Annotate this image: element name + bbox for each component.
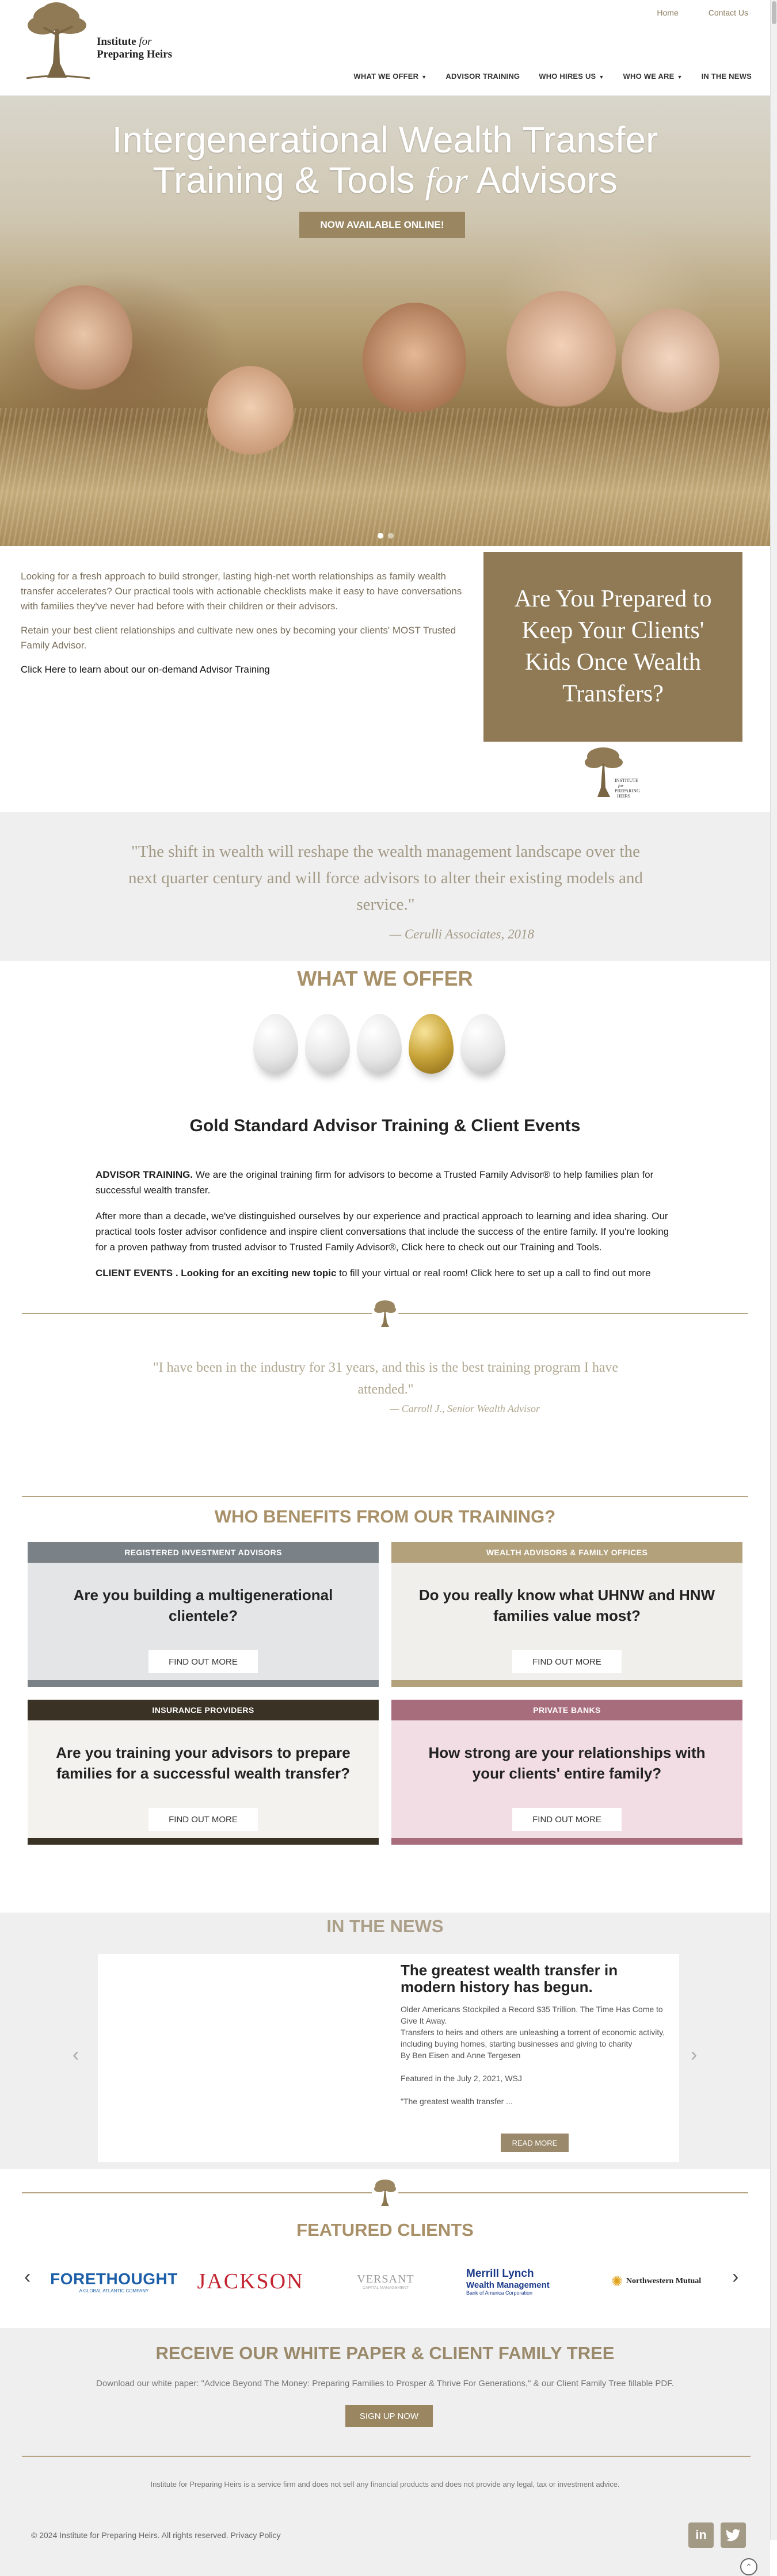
section-title: FEATURED CLIENTS (296, 2220, 474, 2240)
slider-dots (378, 533, 394, 539)
nav-item-what-we-offer[interactable]: WHAT WE OFFER ▼ (353, 72, 427, 81)
read-more-button[interactable]: READ MORE (501, 2134, 569, 2152)
featured-clients-section (0, 2169, 770, 2328)
card-footer (28, 1680, 379, 1687)
scrollbar-thumb[interactable] (772, 1, 776, 24)
white-egg (357, 1014, 402, 1074)
benefit-card (28, 1542, 379, 1687)
quote-source: — Cerulli Associates, 2018 (389, 927, 534, 941)
find-out-more-button[interactable]: FIND OUT MORE (512, 1650, 622, 1673)
news-card (98, 1954, 679, 2162)
news-line: Featured in the July 2, 2021, WSJ (401, 2074, 522, 2083)
hero-photo-person (622, 308, 719, 418)
who-benefits-section (0, 1502, 770, 1913)
nav-item-advisor-training[interactable]: ADVISOR TRAINING (445, 72, 520, 81)
quote-text: "The shift in wealth will reshape the wealth management landscape over the next quarter century and will force advisors to alter their existing models and service." (128, 842, 643, 914)
back-to-top-button[interactable] (740, 2558, 757, 2575)
client-logo-forethought[interactable]: FORETHOUGHT A GLOBAL ATLANTIC COMPANY (50, 2269, 178, 2293)
home-link[interactable]: Home (657, 8, 679, 17)
tree-icon (372, 1298, 398, 1328)
card-question: Are you building a multigenerational clientele? (73, 1586, 333, 1624)
card-header: WEALTH ADVISORS & FAMILY OFFICES (391, 1542, 742, 1563)
white-paper-section (0, 2328, 770, 2576)
chevron-up-icon: ⌃ (745, 2562, 752, 2571)
chevron-left-icon[interactable]: ‹ (24, 2266, 31, 2288)
white-egg (305, 1014, 350, 1074)
news-line: Older Americans Stockpiled a Record $35 Trillion. The Time Has Come to Give It Away. (401, 2005, 663, 2025)
hero-title: Intergenerational Wealth Transfer Training & Tools for Advisors (112, 119, 658, 201)
section-title: WHO BENEFITS FROM OUR TRAINING? (214, 1506, 556, 1526)
news-line: Transfers to heirs and others are unleashing a torrent of economic activity, including buying homes, starting businesses and giving to charity (401, 2028, 665, 2048)
card-header: PRIVATE BANKS (391, 1700, 742, 1720)
white-egg (253, 1014, 298, 1074)
hero-photo-grass (0, 408, 770, 546)
news-line: "The greatest wealth transfer ... (401, 2097, 513, 2106)
intro-paragraph: Looking for a fresh approach to build stronger, lasting high-net worth relationships as family wealth transfer accelerates? Our practical tools with actionable checklists make it easy to have conversations with families they've never had before with their children or their advisors. (21, 571, 462, 612)
client-logo-merrill-lynch[interactable]: Merrill Lynch Wealth Management Bank of America Corporation (466, 2267, 550, 2296)
hero-banner (0, 96, 770, 546)
divider (22, 1496, 748, 1497)
chevron-down-icon: ▼ (421, 74, 427, 80)
client-logo-versant[interactable]: VERSANT CAPITAL MANAGEMENT (357, 2273, 414, 2290)
benefit-card (391, 1700, 742, 1845)
quote-band (0, 812, 770, 961)
main-nav (353, 72, 752, 81)
svg-text:INSTITUTE: INSTITUTE (615, 778, 638, 783)
card-footer (391, 1680, 742, 1687)
intro-paragraph: Retain your best client relationships and cultivate new ones by becoming your clients' MOST Trusted Family Advisor. (21, 625, 456, 651)
card-question: Do you really know what UHNW and HNW families value most? (418, 1586, 715, 1624)
chevron-right-icon[interactable]: › (732, 2266, 739, 2288)
in-the-news-section (0, 1913, 770, 2169)
hero-photo-person (207, 366, 294, 458)
card-footer (28, 1838, 379, 1845)
chevron-down-icon: ▼ (677, 74, 683, 80)
news-headline: The greatest wealth transfer in modern history has begun. (401, 1961, 618, 1995)
linkedin-icon[interactable]: in (688, 2522, 714, 2548)
site-logo[interactable] (21, 0, 193, 83)
site-header (0, 0, 770, 96)
chevron-right-icon[interactable]: › (691, 2044, 698, 2066)
northwestern-mark-icon: ✺ (611, 2273, 623, 2289)
card-question: Are you training your advisors to prepare families for a successful wealth transfer? (56, 1744, 351, 1782)
offer-paragraph[interactable]: After more than a decade, we've distinguished ourselves by our experience and practical approach to learning and idea sharing. Our practical tools foster advisor confidence and inspire client conversations that include the success of the entire family. If you're looking for a proven pathway from trusted advisor to Trusted Family Advisor®, Click here to check out our Training and Tools. (96, 1211, 669, 1253)
news-line: By Ben Eisen and Anne Tergesen (401, 2051, 521, 2060)
hero-photo-person (363, 303, 466, 418)
svg-text:for: for (618, 783, 624, 788)
white-egg (460, 1014, 505, 1074)
small-logo-icon (580, 742, 649, 800)
hero-photo-person (506, 291, 616, 412)
card-question: How strong are your relationships with your clients' entire family? (428, 1744, 706, 1782)
gold-egg (409, 1014, 454, 1074)
find-out-more-button[interactable]: FIND OUT MORE (148, 1650, 258, 1673)
benefit-card (28, 1700, 379, 1845)
news-line (401, 2061, 665, 2073)
eggs-image (253, 1014, 506, 1083)
tree-icon (372, 2177, 398, 2207)
twitter-icon[interactable] (721, 2522, 746, 2548)
find-out-more-button[interactable]: FIND OUT MORE (512, 1808, 622, 1831)
nav-item-who-we-are[interactable]: WHO WE ARE ▼ (623, 72, 683, 81)
divider (22, 2456, 751, 2457)
svg-text:PREPARING: PREPARING (615, 788, 640, 793)
testimonial-quote: "I have been in the industry for 31 years, and this is the best training program I have attended." (153, 1360, 619, 1397)
news-line (401, 2084, 665, 2096)
client-logo-northwestern-mutual[interactable]: ✺ Northwestern Mutual (611, 2273, 702, 2289)
contact-link[interactable]: Contact Us (708, 8, 748, 17)
advisor-training-link[interactable]: Click Here to learn about our on-demand Advisor Training (21, 664, 270, 675)
testimonial-source: — Carroll J., Senior Wealth Advisor (390, 1403, 540, 1414)
what-we-offer-section (0, 961, 770, 1502)
section-title: IN THE NEWS (326, 1916, 444, 1936)
intro-text (21, 569, 475, 686)
chevron-down-icon: ▼ (599, 74, 604, 80)
prepared-callout: Are You Prepared to Keep Your Clients' Kids Once Wealth Transfers? (483, 552, 742, 742)
slider-dot[interactable] (378, 533, 383, 539)
offer-body (96, 1167, 671, 1291)
intro-section (0, 546, 770, 812)
section-title: RECEIVE OUR WHITE PAPER & CLIENT FAMILY TREE (155, 2343, 615, 2363)
offer-paragraph[interactable]: CLIENT EVENTS . Looking for an exciting new topic to fill your virtual or real room! Click here to set up a call to find out more (96, 1268, 651, 1279)
hero-photo-person (35, 285, 132, 395)
news-body (401, 2003, 665, 2107)
tree-icon (21, 0, 96, 83)
client-logo-jackson[interactable]: JACKSON (197, 2269, 304, 2293)
nav-item-who-hires-us[interactable]: WHO HIRES US ▼ (539, 72, 604, 81)
disclaimer: Institute for Preparing Heirs is a service firm and does not sell any financial products and does not provide any legal, tax or investment advice. (150, 2480, 620, 2489)
white-paper-description: Download our white paper: "Advice Beyond The Money: Preparing Families to Prosper & Thrive For Generations," & our Client Family Tree fillable PDF. (96, 2379, 674, 2388)
section-title: WHAT WE OFFER (297, 967, 473, 990)
card-footer (391, 1838, 742, 1845)
offer-paragraph: ADVISOR TRAINING. We are the original training firm for advisors to become a Trusted Family Advisor® to help families plan for successful wealth transfer. (96, 1169, 654, 1196)
offer-subtitle: Gold Standard Advisor Training & Client Events (189, 1116, 581, 1135)
now-available-button[interactable]: NOW AVAILABLE ONLINE! (299, 212, 465, 238)
top-links (657, 8, 748, 17)
scrollbar[interactable] (770, 0, 777, 2540)
logo-text: Institute for Preparing Heirs (97, 36, 173, 60)
slider-dot[interactable] (388, 533, 394, 539)
copyright: © 2024 Institute for Preparing Heirs. All rights reserved. Privacy Policy (31, 2531, 281, 2540)
chevron-left-icon[interactable]: ‹ (73, 2044, 79, 2066)
card-header: INSURANCE PROVIDERS (28, 1700, 379, 1720)
find-out-more-button[interactable]: FIND OUT MORE (148, 1808, 258, 1831)
card-header: REGISTERED INVESTMENT ADVISORS (28, 1542, 379, 1563)
svg-text:HEIRS: HEIRS (617, 793, 631, 799)
benefit-card (391, 1542, 742, 1687)
sign-up-button[interactable]: SIGN UP NOW (345, 2405, 433, 2427)
nav-item-in-the-news[interactable]: IN THE NEWS (701, 72, 752, 81)
